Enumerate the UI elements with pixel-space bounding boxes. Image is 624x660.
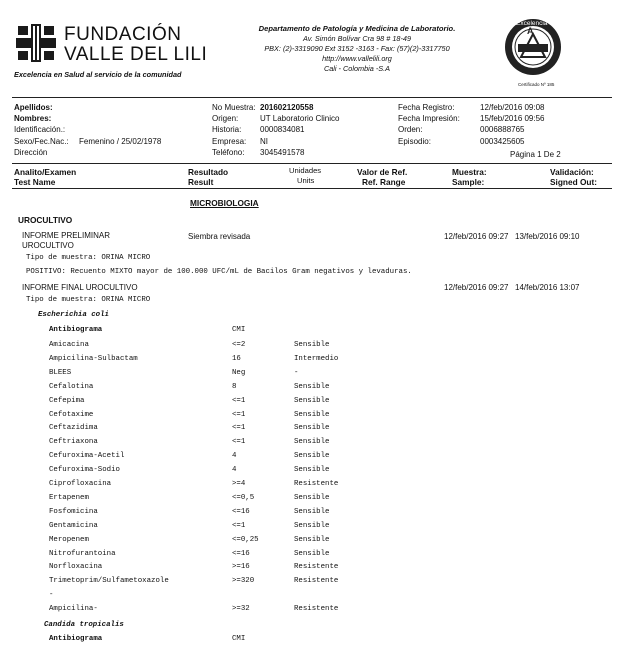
antibiogram-interpretation: Sensible xyxy=(294,507,330,516)
antibiogram-mic: 8 xyxy=(232,382,237,391)
impresion-label: Fecha Impresión: xyxy=(398,114,460,123)
antibiogram-drug: BLEES xyxy=(49,368,72,377)
prelim-signed-date: 13/feb/2016 09:10 xyxy=(515,232,580,241)
organism-1: Escherichia coli xyxy=(38,311,109,319)
identificacion-label: Identificación.: xyxy=(14,125,66,134)
antibiogram-mic: >=320 xyxy=(232,577,255,586)
antibiogram-interpretation: Sensible xyxy=(294,493,330,502)
antibiogram-drug: Ertapenem xyxy=(49,493,89,502)
antibiogram-header-value: CMI xyxy=(232,326,246,334)
antibiogram-interpretation: Sensible xyxy=(294,535,330,544)
final-title: INFORME FINAL UROCULTIVO xyxy=(22,283,138,292)
antibiogram-mic: <=1 xyxy=(232,410,246,419)
section-title: MICROBIOLOGIA xyxy=(190,198,259,208)
antibiogram-mic: <=1 xyxy=(232,521,246,530)
sexo-value: Femenino / 25/02/1978 xyxy=(79,137,162,146)
antibiogram-interpretation: Sensible xyxy=(294,549,330,558)
col-resultado: Resultado xyxy=(188,167,229,177)
historia-label: Historia: xyxy=(212,125,242,134)
antibiogram-mic: >=32 xyxy=(232,605,250,614)
antibiogram-mic: 16 xyxy=(232,354,241,363)
impresion-value: 15/feb/2016 09:56 xyxy=(480,114,545,123)
antibiogram-interpretation: Sensible xyxy=(294,424,330,433)
prelim-sample-date: 12/feb/2016 09:27 xyxy=(444,232,509,241)
antibiogram-drug: Ciprofloxacina xyxy=(49,480,112,488)
department-city: Cali - Colombia -S.A xyxy=(323,64,391,73)
seal-center-letter: A xyxy=(527,26,534,36)
telefono-label: Teléfono: xyxy=(212,148,245,157)
antibiogram2-header-value: CMI xyxy=(232,635,246,643)
antibiogram-drug: Cefepima xyxy=(49,396,85,405)
col-analito: Analito/Examen xyxy=(14,167,77,177)
antibiogram-mic: <=2 xyxy=(232,341,246,349)
antibiogram-drug: Meropenem xyxy=(49,535,89,544)
antibiogram-interpretation: Resistente xyxy=(294,577,339,586)
seal-top-text: Excelencia xyxy=(516,20,548,27)
antibiogram-interpretation: Sensible xyxy=(294,396,330,405)
antibiogram-drug: Ceftazidima xyxy=(49,424,98,433)
col-units: Units xyxy=(297,176,315,185)
empresa-value: NI xyxy=(260,137,268,146)
col-signed-out: Signed Out: xyxy=(550,177,598,187)
telefono-value: 3045491578 xyxy=(260,148,305,157)
episodio-label: Episodio: xyxy=(398,137,431,146)
antibiogram-interpretation: Resistente xyxy=(294,563,339,572)
col-valor-ref: Valor de Ref. xyxy=(357,167,408,177)
antibiogram-mic: <=1 xyxy=(232,438,246,447)
columns-divider xyxy=(12,188,612,189)
antibiogram-drug: Fosfomicina xyxy=(49,507,98,516)
antibiogram-drug: Ampicilina- xyxy=(49,605,98,614)
apellidos-label: Apellidos: xyxy=(14,103,53,112)
department-address: Av. Simón Bolívar Cra 98 # 18-49 xyxy=(302,34,412,43)
origen-value: UT Laboratorio Clinico xyxy=(260,114,340,123)
historia-value: 0000834081 xyxy=(260,125,305,134)
antibiogram-mic: <=1 xyxy=(232,396,246,405)
antibiogram-drug: Ceftriaxona xyxy=(49,438,98,447)
antibiogram-interpretation: Sensible xyxy=(294,452,330,461)
antibiogram-mic: >=4 xyxy=(232,480,246,488)
antibiogram-drug: Cefuroxima-Acetil xyxy=(49,452,125,461)
col-sample: Sample: xyxy=(452,177,485,187)
brand-tagline: Excelencia en Salud al servicio de la comunidad xyxy=(14,70,182,79)
antibiogram-drug: Cefuroxima-Sodio xyxy=(49,466,120,475)
empresa-label: Empresa: xyxy=(212,137,247,146)
antibiogram-drug: Gentamicina xyxy=(49,521,98,530)
orden-label: Orden: xyxy=(398,125,423,134)
prelim-sample-type: Tipo de muestra: ORINA MICRO xyxy=(26,254,151,262)
antibiogram-interpretation: Intermedio xyxy=(294,354,339,363)
sexo-label: Sexo/Fec.Nac.: xyxy=(14,137,69,146)
prelim-title-line1: INFORME PRELIMINAR xyxy=(22,231,111,240)
antibiogram-interpretation: Sensible xyxy=(294,410,330,419)
brand-name-line2: VALLE DEL LILI xyxy=(64,44,208,65)
origen-label: Origen: xyxy=(212,114,239,123)
antibiogram-mic: >=16 xyxy=(232,563,250,572)
antibiogram-interpretation: Sensible xyxy=(294,382,330,391)
antibiogram-interpretation: Sensible xyxy=(294,466,330,475)
direccion-label: Dirección xyxy=(14,148,48,157)
antibiogram-interpretation: Resistente xyxy=(294,605,339,614)
antibiogram-interpretation: Sensible xyxy=(294,521,330,530)
col-unidades: Unidades xyxy=(289,166,322,175)
registro-value: 12/feb/2016 09:08 xyxy=(480,103,545,112)
cross-grid-logo-icon xyxy=(14,22,58,64)
antibiogram-drug: Nitrofurantoina xyxy=(49,549,116,558)
antibiogram-drug: - xyxy=(49,591,54,600)
antibiogram-mic: <=1 xyxy=(232,424,246,433)
patient-divider xyxy=(12,163,612,164)
episodio-value: 0003425605 xyxy=(480,137,525,146)
antibiogram-drug: Ampicilina-Sulbactam xyxy=(49,354,138,363)
antibiogram-mic: 4 xyxy=(232,466,237,475)
muestra-label: No Muestra: xyxy=(212,103,256,112)
col-test-name: Test Name xyxy=(14,177,56,187)
antibiogram-mic: 4 xyxy=(232,452,237,461)
nombres-label: Nombres: xyxy=(14,114,52,123)
antibiogram-mic: <=16 xyxy=(232,507,250,516)
antibiogram-interpretation: Sensible xyxy=(294,438,330,447)
exam-title: UROCULTIVO xyxy=(18,215,73,225)
antibiogram-interpretation: Resistente xyxy=(294,480,339,488)
col-result: Result xyxy=(188,177,214,187)
col-ref-range: Ref. Range xyxy=(362,177,406,187)
col-muestra: Muestra: xyxy=(452,167,487,177)
antibiogram-interpretation: - xyxy=(294,368,299,377)
department-phones: PBX: (2)-3319090 Ext 3152 -3163 - Fax: (57)(2)-3317750 xyxy=(264,44,450,53)
antibiogram-mic: <=0,25 xyxy=(232,535,259,544)
prelim-result: Siembra revisada xyxy=(188,232,251,241)
department-title: Departamento de Patología y Medicina de Laboratorio. xyxy=(258,24,456,33)
antibiogram-interpretation: Sensible xyxy=(294,341,330,349)
page-indicator: Página 1 De 2 xyxy=(510,150,561,159)
antibiogram-drug: Norfloxacina xyxy=(49,563,103,572)
final-sample-type: Tipo de muestra: ORINA MICRO xyxy=(26,296,151,304)
final-signed-date: 14/feb/2016 13:07 xyxy=(515,283,580,292)
final-sample-date: 12/feb/2016 09:27 xyxy=(444,283,509,292)
organism-2: Candida tropicalis xyxy=(44,621,124,629)
antibiogram-mic: Neg xyxy=(232,368,246,377)
antibiogram-drug: Cefotaxime xyxy=(49,410,94,419)
header-divider xyxy=(12,97,612,98)
antibiogram-mic: <=16 xyxy=(232,549,250,558)
antibiogram-drug: Cefalotina xyxy=(49,382,94,391)
antibiogram-mic: <=0,5 xyxy=(232,493,255,502)
brand-name-line1: FUNDACIÓN xyxy=(64,24,182,45)
prelim-title-line2: UROCULTIVO xyxy=(22,241,74,250)
department-block xyxy=(222,24,492,74)
orden-value: 0006888765 xyxy=(480,125,525,134)
seal-caption: Certificado Nº 185 xyxy=(518,82,555,87)
antibiogram-header-label: Antibiograma xyxy=(49,326,103,334)
col-validacion: Validación: xyxy=(550,167,594,177)
registro-label: Fecha Registro: xyxy=(398,103,455,112)
department-web: http://www.vallelili.org xyxy=(322,54,392,63)
muestra-value: 201602120558 xyxy=(260,103,314,112)
prelim-positivo: POSITIVO: Recuento MIXTO mayor de 100.000 UFC/mL de Bacilos Gram negativos y levaduras. xyxy=(26,268,412,276)
antibiogram-drug: Amicacina xyxy=(49,341,89,349)
antibiogram-drug: Trimetoprim/Sulfametoxazole xyxy=(49,577,169,586)
antibiogram2-header-label: Antibiograma xyxy=(49,635,103,643)
